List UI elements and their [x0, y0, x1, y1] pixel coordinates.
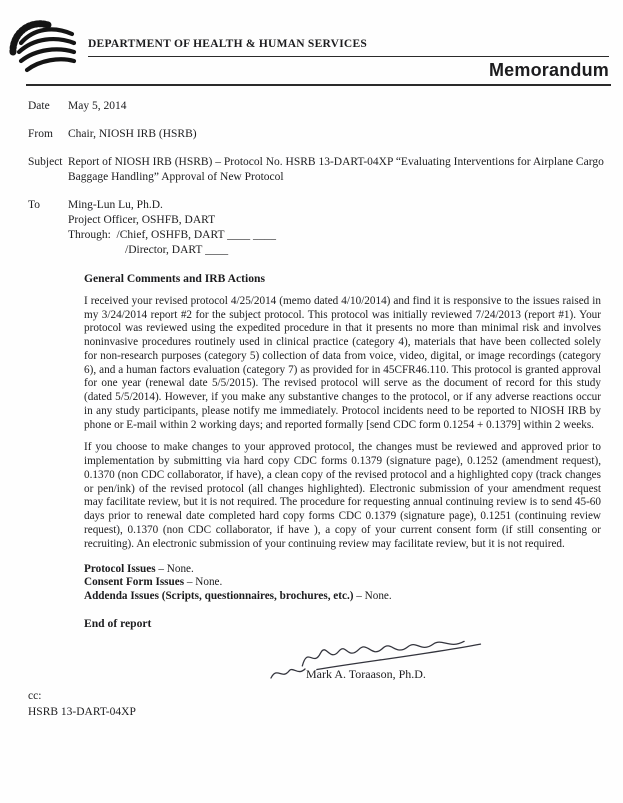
to-value — [68, 198, 605, 258]
issue-addenda-label: Addenda Issues (Scripts, questionnaires, brochures, etc.) — [84, 590, 354, 603]
handwritten-for-icon — [268, 663, 308, 683]
issue-consent-label: Consent Form Issues — [84, 576, 185, 589]
header-rule-bottom — [26, 84, 611, 86]
issue-protocol-text: – None. — [155, 562, 194, 575]
from-row — [28, 127, 605, 142]
to-line-through-chief: Through: /Chief, OSHFB, DART ____ ____ — [68, 228, 277, 241]
cc-block — [28, 689, 623, 720]
issue-consent-text: – None. — [184, 576, 223, 589]
subject-value: Report of NIOSH IRB (HSRB) – Protocol No. HSRB 13-DART-04XP “Evaluating Interventions for Airplane Cargo Baggage Handling” Approval of New Protocol — [68, 155, 604, 183]
date-value: May 5, 2014 — [68, 100, 127, 112]
from-value: Chair, NIOSH IRB (HSRB) — [68, 127, 197, 140]
section-heading: General Comments and IRB Actions — [84, 271, 265, 285]
issue-consent — [84, 576, 601, 590]
date-label: Date — [28, 100, 50, 112]
cc-value: HSRB 13-DART-04XP — [28, 705, 136, 718]
to-row — [28, 198, 605, 258]
memo-title: Memorandum — [488, 60, 609, 80]
issue-protocol — [84, 563, 601, 577]
signature-block — [0, 637, 623, 689]
cc-label: cc: — [28, 690, 42, 703]
to-line-name: Ming-Lun Lu, Ph.D. — [68, 198, 163, 211]
signer-typed-name: Mark A. Toraason, Ph.D. — [306, 667, 426, 682]
subject-label: Subject — [28, 155, 63, 168]
issue-protocol-label: Protocol Issues — [84, 562, 156, 575]
to-line-title: Project Officer, OSHFB, DART — [68, 213, 216, 226]
body-paragraph-2: If you choose to make changes to your approved protocol, the changes must be reviewed and approved prior to implementation by submitting via hard copy CDC forms 0.1379 (signature page), 0.1252 (amendment request), 0.1370 (non CDC collaborator, if have), a clean copy of the revised protocol and a highlighted copy (track changes or pen/ink) of the revised protocol (all changes highlighted). Electronic submission of your amendment request may facilitate review, but it is not required. The procedure for requesting annual continuing review is to send 45-60 days prior to renewal date completed hard copy forms CDC 0.1379 (signature page), 0.1251 (continuing review request), 0.1370 (non CDC collaborator, if have ), a copy of your current consent form (if still consenting or recruiting). An electronic submission of your continuing review may facilitate review, but it is not required. — [84, 441, 601, 550]
body-paragraph-1: I received your revised protocol 4/25/2014 (memo dated 4/10/2014) and find it is responsive to the issues raised in my 3/24/2014 report #2 for the subject protocol. This protocol was initially reviewed 7/24/2013 (report #1). Your protocol was reviewed using the expedited procedure in that it presents no more than minimal risk and involves noninvasive procedures routinely used in clinical practice (category 4), materials that have been collected solely for non-research purposes (category 5) collection of data from voice, video, digital, or image recordings (category 6), and a human factors evaluation (category 7) as provided for in 45CFR46.110. This protocol is granted approval for one year (renewal date 5/5/2015). The revised protocol will serve as the document of record for this study (dated 5/5/2014). However, if you make any substantive changes to the protocol, or if any adverse reactions occur in any study participants, please notify me immediately. Protocol incidents need to be reported to NIOSH IRB by phone or E-mail within 2 working days; and reported formally [send CDC form 0.1254 + 0.1379] within 2 weeks. — [84, 294, 601, 431]
to-label: To — [28, 198, 40, 211]
end-of-report: End of report — [84, 616, 152, 630]
hhs-seal-icon — [6, 18, 80, 84]
issue-addenda-text: – None. — [353, 590, 392, 603]
issues-list — [84, 563, 601, 604]
issue-addenda — [84, 590, 601, 604]
department-title: DEPARTMENT OF HEALTH & HUMAN SERVICES — [88, 38, 368, 50]
header-rule-top — [88, 56, 609, 57]
memo-body — [84, 272, 601, 632]
subject-row — [28, 155, 605, 185]
to-line-through-director: /Director, DART ____ — [125, 243, 229, 256]
date-row — [28, 99, 605, 114]
from-label: From — [28, 127, 53, 140]
